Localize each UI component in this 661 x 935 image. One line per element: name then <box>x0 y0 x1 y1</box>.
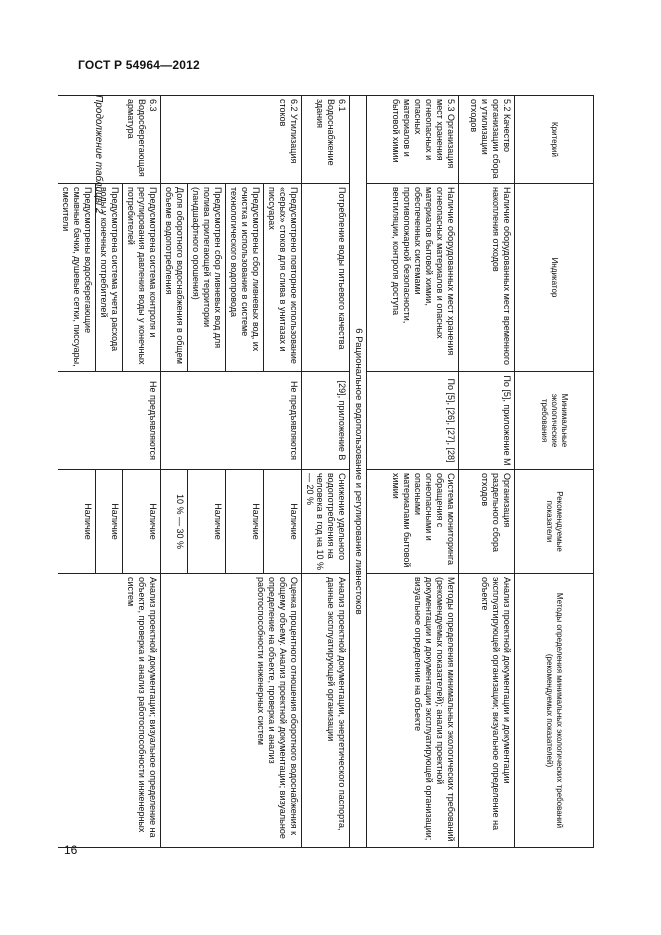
page-number: 16 <box>64 843 78 857</box>
min-req-cell: По [5], [26], [27], [28] <box>367 372 459 470</box>
recommended-cell: Наличие <box>95 470 122 574</box>
table-row <box>367 96 459 848</box>
indicator-cell: Предусмотрена система контроля и регулирования давления воды у конечных потребителей <box>122 184 160 372</box>
table-header-row <box>515 96 594 848</box>
table-row <box>459 96 515 848</box>
standard-header: ГОСТ Р 54964—2012 <box>78 58 200 72</box>
criterion-cell: 6.2 Утилизация стоков <box>160 96 301 184</box>
recommended-cell: Снижение удельного водопотребления на человека в год на 10 % — 20 % <box>301 470 350 574</box>
indicator-cell: Предусмотрены сбор ливневых вод, их очистка и использование в системе технологического водопровода <box>225 184 263 372</box>
min-req-cell: Не предъявляются <box>160 372 301 470</box>
indicator-cell: Предусмотрена система учета расхода воды у конечных потребителей <box>95 184 122 372</box>
method-cell: Методы определения минимальных экологических требований (рекомендуемых показателей); анализ проектной документации и документации эксплуатирующей организации; визуальное определение на объекте <box>367 574 459 848</box>
method-cell: Анализ проектной документации, энергетического паспорта, данные эксплуатирующей организации <box>301 574 350 848</box>
section-6-title: 6 Рациональное водопользование и регулирование ливнестоков <box>350 96 367 848</box>
table-row <box>301 96 350 848</box>
recommended-cell: Наличие <box>122 470 160 574</box>
min-req-cell: По [5], приложение М <box>459 372 515 470</box>
method-cell: Анализ проектной документации и документации эксплуатирующей организации; визуальное определение на объекте <box>459 574 515 848</box>
indicator-cell: Потребление воды питьевого качества <box>301 184 350 372</box>
header-min-requirements: Минимальные экологические требования <box>515 372 594 470</box>
recommended-cell: Наличие <box>263 470 301 574</box>
recommended-cell: Наличие <box>225 470 263 574</box>
header-recommended: Рекомендуемые показатели <box>515 470 594 574</box>
indicator-cell: Предусмотрен сбор ливневых вод для полива прилегающей территории (ландшафтного орошения) <box>187 184 225 372</box>
recommended-cell: Организация раздельного сбора отходов <box>459 470 515 574</box>
min-req-cell: Не предъявляются <box>58 372 160 470</box>
indicator-cell: Предусмотрено повторное использование «серых» стоков для слива в унитазах и писсуарах <box>263 184 301 372</box>
section-heading-row <box>350 96 367 848</box>
min-req-cell: [29], приложение В <box>301 372 350 470</box>
header-methods: Методы определения минимальных экологических требований (рекомендуемых показателей) <box>515 574 594 848</box>
method-cell: Оценка процентного отношения оборотного водоснабжения к общему объему. Анализ проектной документации; визуальное определение на объекте, проверка и анализ работоспособности инженерных систем <box>160 574 301 848</box>
table-continuation-caption: Продолжение таблицы 2 <box>93 95 104 214</box>
indicator-cell: Наличие оборудованных мест временного накопления отходов <box>459 184 515 372</box>
recommended-cell: Наличие <box>58 470 95 574</box>
criterion-cell: 6.1 Водоснабжение здания <box>301 96 350 184</box>
table-row <box>263 96 301 848</box>
criterion-cell: 5.3 Организация мест хранения огнеопасных и опасных материалов и бытовой химии <box>367 96 459 184</box>
indicator-cell: Предусмотрены водосберегающие смывные бачки, душевые сетки, писсуары, смесители <box>58 184 95 372</box>
method-cell: Анализ проектной документации; визуальное определение на объекте, проверка и анализ работоспособности инженерных систем <box>58 574 160 848</box>
header-criterion: Критерий <box>515 96 594 184</box>
recommended-cell: 10 % — 30 % <box>160 470 187 574</box>
criterion-cell: 6.3 Водосберегающая арматура <box>58 96 160 184</box>
indicator-cell: Доля оборотного водоснабжения в общем объеме водопотребления <box>160 184 187 372</box>
recommended-cell: Система мониторинга обращения с огнеопасными и опасными материалами бытовой химии <box>367 470 459 574</box>
table-row <box>122 96 160 848</box>
requirements-table <box>58 95 594 848</box>
indicator-cell: Наличие оборудованных мест хранения огнеопасных материалов и опасных материалов бытовой химии, обеспеченных системами противопожарной безопасности, вентиляции, контроля доступа <box>367 184 459 372</box>
header-indicator: Индикатор <box>515 184 594 372</box>
criterion-cell: 5.2 Качество организации сбора и утилизации отходов <box>459 96 515 184</box>
recommended-cell: Наличие <box>187 470 225 574</box>
rotated-table-region <box>60 95 594 847</box>
